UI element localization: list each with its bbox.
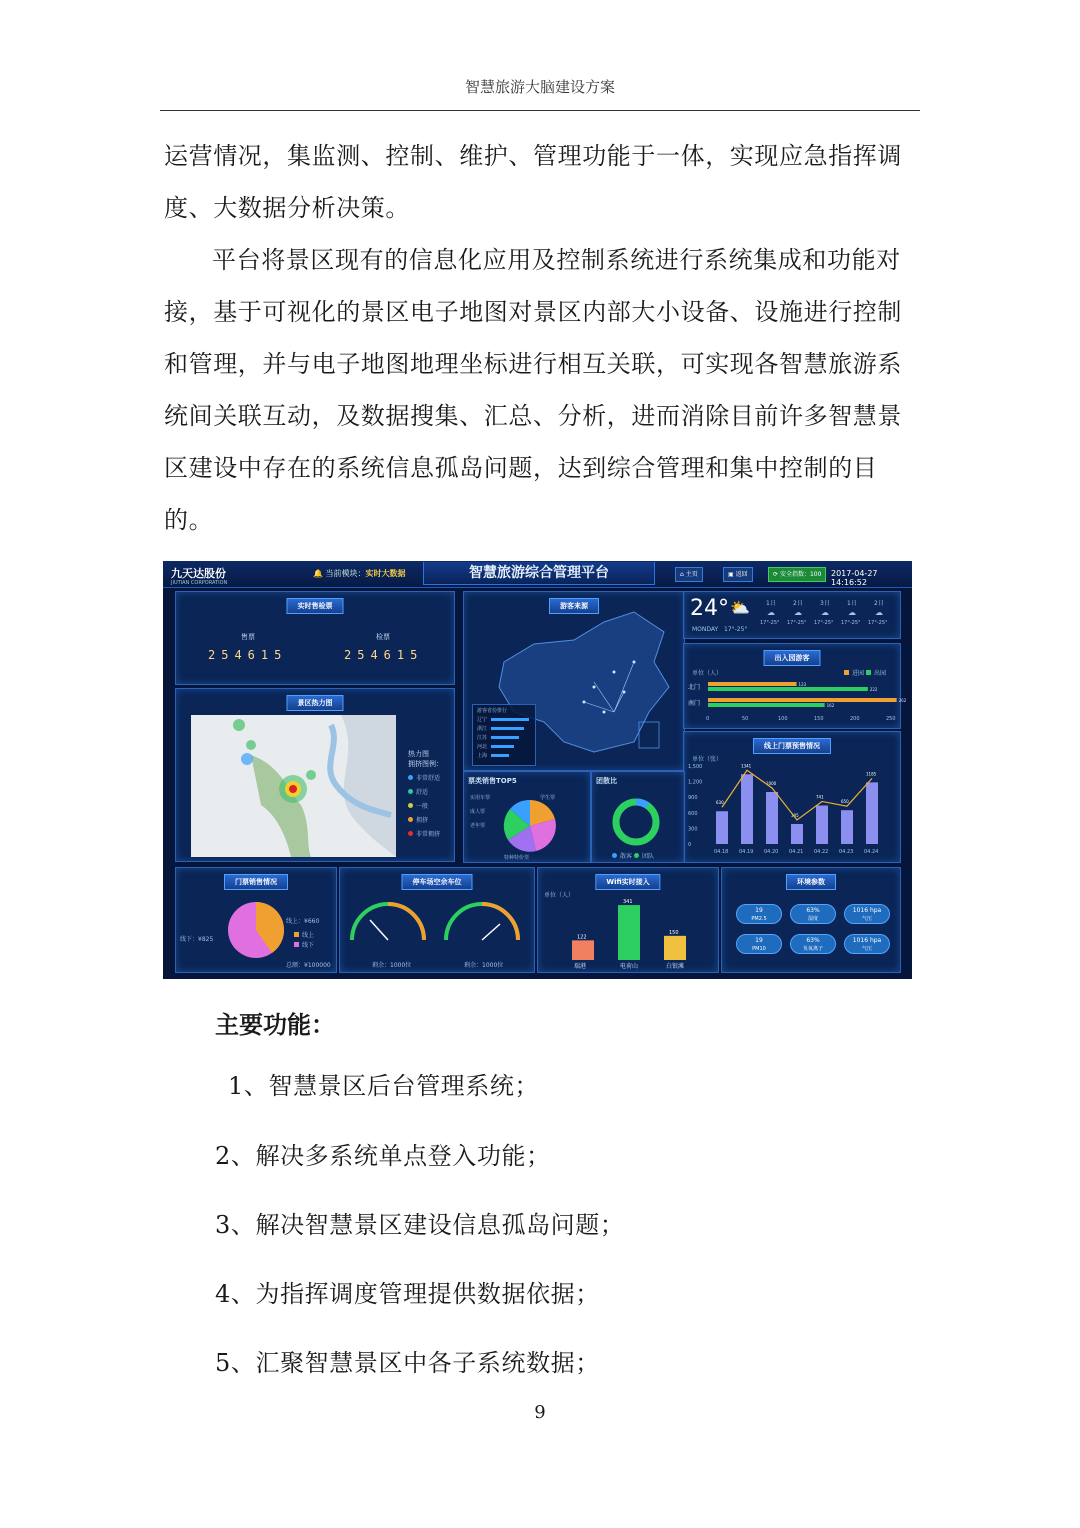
env-value: 1016 hpa [852, 907, 882, 914]
module-value: 实时大数据 [365, 569, 406, 578]
logo-text: 九天达股份 [171, 567, 226, 580]
env-value: 1016 hpa [852, 937, 882, 944]
online-date: 04.22 [814, 849, 829, 855]
paragraph-1: 运营情况，集监测、控制、维护、管理功能于一体，实现应急指挥调度、大数据分析决策。 [164, 142, 902, 222]
group-donut [592, 772, 684, 862]
env-panel [721, 867, 901, 973]
province-bar [491, 718, 529, 721]
heat-legend-label: 非常舒适 [416, 775, 441, 782]
cloud-icon: ☁ [821, 608, 829, 617]
group-panel [591, 771, 685, 863]
heat-legend [408, 773, 440, 843]
wifi-chart [538, 868, 718, 972]
inout-value-in: 123 [798, 682, 807, 687]
online-bar [816, 805, 828, 844]
top5-pie [464, 772, 590, 862]
inout-tick: 100 [778, 716, 788, 722]
forecast-range: 17°-25° [787, 620, 807, 626]
inout-tick: 150 [814, 716, 824, 722]
source-panel [463, 591, 685, 771]
feature-item-2: 2、解决多系统单点登入功能； [215, 1142, 551, 1170]
forecast-day: 3日 [820, 600, 830, 607]
back-icon: ▣ [728, 571, 736, 578]
online-bar [841, 810, 853, 844]
parking-title: 停车场空余车位 [402, 874, 473, 890]
dashboard-screenshot [163, 561, 912, 979]
legend-dot [408, 775, 413, 780]
refresh-icon: ⟳ [773, 571, 780, 578]
heat-legend-label: 舒适 [416, 789, 429, 796]
online-date: 04.24 [864, 849, 879, 855]
legend-dot [408, 803, 413, 808]
heat-legend-item [408, 801, 440, 810]
online-bar [791, 824, 803, 844]
legend-group: 团队 [641, 853, 654, 860]
parking-remain-2: 剩余：1000位 [464, 962, 504, 969]
online-date: 04.20 [764, 849, 779, 855]
rank-title: 游客省份排行 [477, 708, 508, 714]
online-tick: 900 [688, 795, 698, 802]
header-rule [160, 110, 920, 111]
online-tick: 300 [688, 826, 698, 833]
heat-legend-item [408, 815, 440, 824]
heat-legend-label: 拥挤 [416, 817, 429, 824]
safety-index-label: 安全指数：100 [779, 571, 822, 578]
env-item [844, 934, 890, 954]
inout-bar-out [708, 687, 868, 691]
checked-label: 检票 [376, 633, 390, 641]
dashboard-topbar [163, 561, 912, 588]
legend-offline-label: 线下 [302, 942, 315, 949]
top5-label: 实用车票 [470, 795, 491, 801]
group-legend [612, 851, 654, 860]
online-date: 04.18 [714, 849, 729, 855]
wifi-bar [664, 936, 686, 960]
heat-legend-label: 一般 [416, 803, 429, 810]
heatmap-svg [191, 715, 396, 857]
top5-label: 老年票 [470, 823, 486, 829]
feature-item-3: 3、解决智慧景区建设信息孤岛问题； [215, 1211, 625, 1239]
online-tick: 600 [688, 810, 698, 817]
heat-legend-label: 非常拥挤 [416, 831, 441, 838]
province-bar [491, 745, 514, 748]
cloud-icon: ☁ [767, 608, 775, 617]
sold-count: 254615 [208, 648, 288, 662]
province-ranking [472, 704, 536, 766]
online-value: 650 [841, 799, 849, 805]
weather-day: MONDAY [692, 626, 719, 633]
back-label: 返回 [735, 571, 748, 578]
inout-panel [683, 643, 907, 729]
env-label: 负氧离子 [802, 946, 823, 952]
online-value: 385 [791, 812, 799, 818]
cloud-icon: ☁ [848, 608, 856, 617]
sun-cloud-icon: ⛅ [730, 598, 750, 617]
top5-panel [463, 771, 591, 863]
inout-tick: 200 [850, 716, 860, 722]
home-label: 主页 [685, 571, 698, 578]
env-label: PM2.5 [751, 916, 767, 922]
env-item [844, 904, 890, 924]
forecast-day: 1日 [766, 600, 776, 607]
heatmap-panel [175, 688, 455, 862]
heatmap-panel-title: 景区热力图 [287, 695, 344, 711]
wifi-value: 150 [669, 929, 679, 936]
online-value: 1185 [866, 771, 877, 777]
logo-en: JIUTIAN CORPORATION [171, 580, 228, 586]
page-number: 9 [534, 1402, 546, 1423]
online-panel [683, 731, 901, 863]
env-title: 环境参数 [786, 874, 836, 890]
env-label: PM10 [752, 946, 766, 952]
forecast-range: 17°-25° [868, 620, 888, 626]
ticket-panel-title: 实时售检票 [287, 598, 344, 614]
paragraph-2: 平台将景区现有的信息化应用及控制系统进行系统集成和功能对接，基于可视化的景区电子地图对景区内部大小设备、设施进行控制和管理，并与电子地图地理坐标进行相互关联，可实现各智慧旅游系统间关联互动，及数据搜集、汇总、分析，进而消除目前许多智慧景区建设中存在的系统信息孤岛问题，达到综合管理和集中控制的目的。 [164, 246, 902, 534]
inout-tick: 50 [742, 716, 749, 722]
env-label: 气压 [861, 916, 872, 922]
weather-panel [683, 591, 901, 639]
heat-legend-item [408, 787, 440, 796]
env-value: 63% [806, 907, 820, 914]
inout-tick: 0 [706, 716, 710, 722]
legend-out: 出园 [873, 670, 886, 677]
feature-item-4: 4、为指挥调度管理提供数据依据； [215, 1280, 600, 1308]
online-bar [766, 792, 778, 844]
env-value: 19 [755, 937, 763, 944]
checked-count: 254615 [344, 648, 424, 662]
heat-legend-sub: 拥挤图例： [408, 760, 443, 768]
inout-value-in: 262 [898, 698, 907, 703]
inout-panel-title: 出入园游客 [764, 650, 821, 666]
wifi-panel [537, 867, 719, 973]
inout-tick: 250 [886, 716, 896, 722]
source-panel-title: 游客来源 [549, 598, 599, 614]
section-title: 主要功能： [215, 1010, 335, 1039]
inout-chart [684, 644, 907, 728]
online-bar [716, 811, 728, 844]
env-label: 湿度 [807, 916, 818, 922]
heatmap-map[interactable] [191, 715, 396, 857]
legend-scattered: 散客 [620, 853, 633, 860]
inout-bar-in [708, 698, 897, 702]
online-tick: 1,500 [688, 764, 703, 770]
province-name: 上海 [477, 753, 488, 759]
legend-online-label: 线上 [302, 932, 315, 939]
gate-sales-title: 门票销售情况 [224, 874, 288, 890]
province-bar [491, 736, 519, 739]
wifi-value: 341 [623, 899, 633, 906]
online-panel-title: 线上门票预售情况 [753, 738, 831, 754]
online-value: 630 [716, 800, 724, 806]
province-name: 河北 [477, 744, 488, 750]
parking-panel [339, 867, 535, 973]
wifi-name: 瑞港 [574, 963, 587, 970]
forecast-day: 1日 [847, 600, 857, 607]
cloud-icon: ☁ [875, 608, 883, 617]
legend-in: 进园 [852, 670, 865, 677]
env-item [790, 904, 836, 924]
sold-label: 售票 [241, 633, 255, 641]
dashboard-title: 智慧旅游综合管理平台 [423, 562, 655, 585]
online-value: 741 [816, 794, 824, 800]
gate-name: 南门 [688, 700, 701, 707]
online-date: 04.23 [839, 849, 854, 855]
current-module [313, 568, 406, 579]
legend-dot [408, 817, 413, 822]
wifi-unit: 单位（人） [544, 892, 575, 899]
gate-name: 北门 [688, 684, 701, 691]
province-name: 浙江 [477, 726, 488, 732]
online-value: 1341 [741, 763, 752, 769]
forecast-range: 17°-25° [841, 620, 861, 626]
online-bar [866, 782, 878, 844]
heat-legend-item [408, 773, 440, 782]
inout-unit: 单位（人） [692, 670, 723, 677]
online-amount: 线上：¥660 [286, 918, 320, 925]
env-label: 气压 [861, 946, 872, 952]
env-item [736, 904, 782, 924]
online-date: 04.19 [739, 849, 754, 855]
forecast-range: 17°-25° [814, 620, 834, 626]
ticket-panel [175, 591, 455, 685]
inout-bar-out [708, 703, 825, 707]
province-bar [491, 727, 524, 730]
back-button[interactable] [723, 567, 753, 582]
env-value: 63% [806, 937, 820, 944]
home-icon: ⌂ [680, 571, 686, 578]
env-item [790, 934, 836, 954]
wifi-bar [618, 905, 640, 960]
bell-icon: 🔔 [313, 569, 323, 578]
inout-value-out: 162 [826, 703, 835, 708]
company-logo [171, 565, 227, 586]
legend-dot [408, 789, 413, 794]
gate-legend-offline [294, 940, 314, 949]
cloud-icon: ☁ [794, 608, 802, 617]
weather-temp: 24° [690, 596, 729, 621]
parking-remain-1: 剩余：1000位 [372, 962, 412, 969]
home-button[interactable] [675, 567, 703, 582]
province-name: 江苏 [477, 735, 488, 741]
feature-item-1: 1、智慧景区后台管理系统； [228, 1072, 540, 1100]
online-unit: 单位（张） [692, 756, 723, 763]
heat-legend-title: 热力图 [408, 750, 429, 758]
weather-range: 17°-25° [724, 626, 748, 633]
safety-index-button[interactable] [768, 567, 826, 582]
forecast-day: 2日 [874, 600, 884, 607]
env-item [736, 934, 782, 954]
top5-label: 学生票 [540, 795, 556, 801]
wifi-name: 电荷山 [620, 963, 639, 970]
datetime: 2017-04-27 14:16:52 [831, 569, 878, 587]
gate-legend-online [294, 930, 314, 939]
page-header: 智慧旅游大脑建设方案 [464, 78, 615, 96]
online-bar [741, 774, 753, 844]
inout-value-out: 222 [869, 687, 878, 692]
group-title: 团散比 [596, 777, 617, 785]
top5-label: 特种特价票 [504, 855, 530, 861]
online-chart [684, 732, 900, 862]
top5-title: 票类销售TOP5 [468, 777, 517, 785]
gate-total: 总额：¥100000 [286, 962, 331, 969]
online-tick: 1,200 [688, 779, 703, 786]
forecast-range: 17°-25° [760, 620, 780, 626]
gate-sales-panel [175, 867, 337, 973]
feature-item-5: 5、汇聚智慧景区中各子系统数据； [215, 1349, 600, 1377]
heat-legend-item [408, 829, 440, 838]
wifi-title: Wifi实时接入 [595, 874, 660, 890]
env-value: 19 [755, 907, 763, 914]
parking-gauges [340, 868, 534, 972]
online-date: 04.21 [789, 849, 804, 855]
online-value: 1000 [766, 781, 777, 786]
forecast-day: 2日 [793, 600, 803, 607]
wifi-value: 122 [577, 934, 587, 941]
legend-dot [408, 831, 413, 836]
province-name: 辽宁 [477, 717, 488, 723]
offline-amount: 线下：¥825 [180, 936, 214, 943]
online-tick: 0 [688, 842, 692, 848]
province-bar [491, 754, 509, 757]
module-label: 当前模块： [325, 569, 366, 578]
top5-label: 成人票 [470, 809, 486, 815]
inout-bar-in [708, 682, 797, 686]
wifi-bar [572, 940, 594, 960]
wifi-name: 白银滩 [666, 963, 685, 970]
